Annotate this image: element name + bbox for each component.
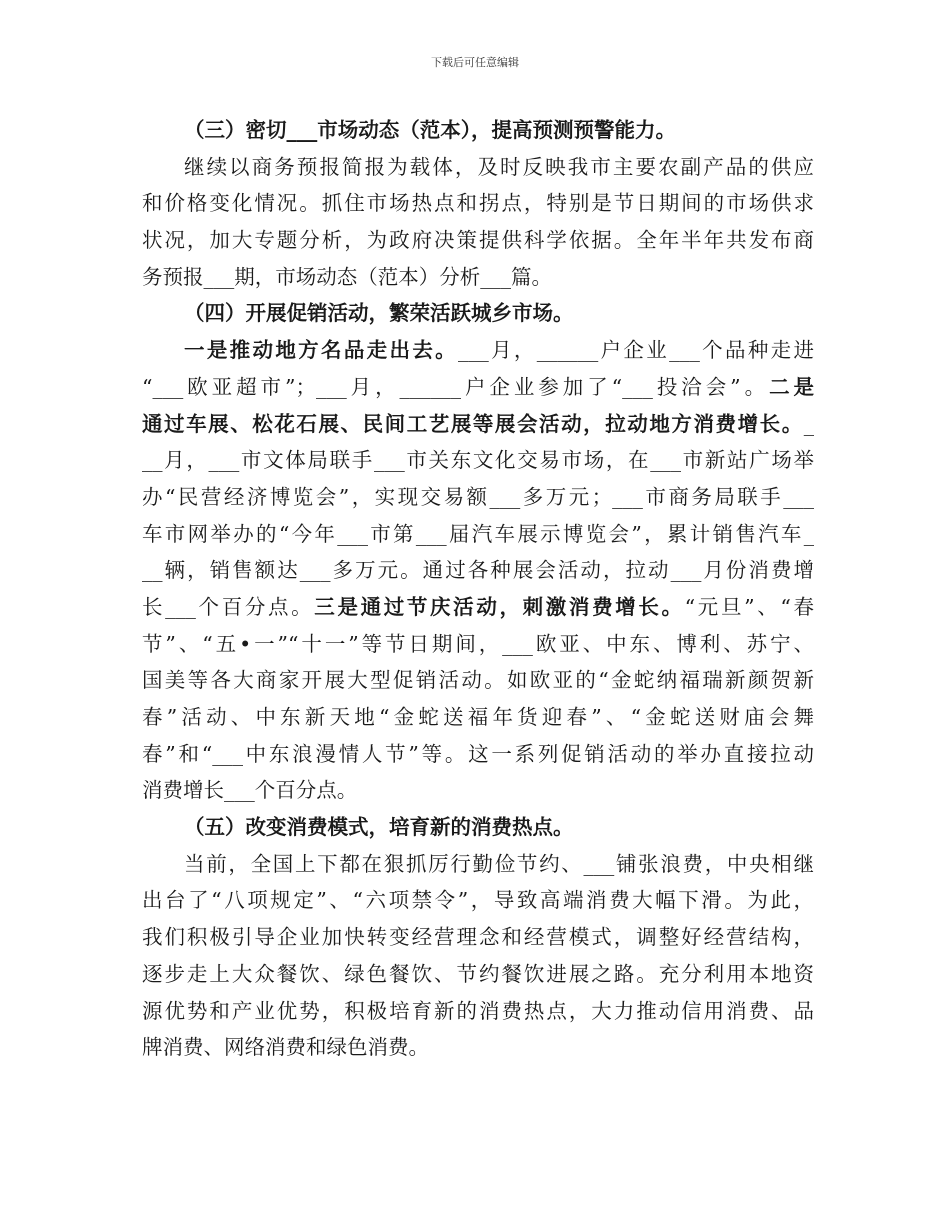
text-line <box>142 846 814 883</box>
text-run: 国美等各大商家开展大型促销活动。如欧亚的“金蛇纳福瑞新颜贺新 <box>142 668 814 693</box>
text-run: ___月，______户企业___个品种走进 <box>458 338 814 363</box>
text-run: 我们积极引导企业加快转变经营理念和经营模式，调整好经营结构， <box>142 925 814 950</box>
text-line <box>142 112 814 149</box>
text-run: 务预报___期，市场动态（范本）分析___篇。 <box>142 264 552 289</box>
bold-text-run: （四）开展促销活动，繁荣活跃城乡市场。 <box>184 301 574 326</box>
text-line <box>142 259 814 296</box>
text-line <box>142 406 814 443</box>
text-run: 消费增长___个百分点。 <box>142 778 358 803</box>
text-line <box>142 149 814 186</box>
text-line <box>142 956 814 993</box>
text-line <box>142 222 814 259</box>
text-run: 源优势和产业优势，积极培育新的消费热点，大力推动信用消费、品 <box>142 998 814 1023</box>
text-run: 春”活动、中东新天地“金蛇送福年货迎春”、“金蛇送财庙会舞 <box>142 705 814 729</box>
text-run: 车市网举办的“今年___市第___届汽车展示博览会”，累计销售汽车_ <box>142 521 814 546</box>
text-line <box>142 882 814 919</box>
text-line <box>142 589 814 626</box>
text-line <box>142 736 814 773</box>
text-run: “元旦”、“春 <box>684 594 815 619</box>
text-line <box>142 442 814 479</box>
text-line <box>142 809 814 846</box>
text-line <box>142 479 814 516</box>
text-line <box>142 919 814 956</box>
text-line <box>142 516 814 553</box>
text-run: 春”和“___中东浪漫情人节”等。这一系列促销活动的举办直接拉动 <box>142 741 814 766</box>
bold-text-run: 通过车展、松花石展、民间工艺展等展会活动，拉动地方消费增长。 <box>142 411 804 436</box>
text-run: 长___个百分点。 <box>142 594 315 619</box>
bold-text-run: 二是 <box>769 374 815 399</box>
text-run: “___欧亚超市”；___月，______户企业参加了“___投洽会”。 <box>142 374 770 399</box>
text-line <box>142 185 814 222</box>
text-line <box>142 772 814 809</box>
bold-text-run: （五）改变消费模式，培育新的消费热点。 <box>184 815 574 840</box>
document-body <box>142 112 814 1066</box>
text-run: 出台了“八项规定”、“六项禁令”，导致高端消费大幅下滑。为此， <box>142 888 814 913</box>
text-run: __月，___市文体局联手___市关东文化交易市场，在___市新站广场举 <box>142 448 814 473</box>
text-line <box>142 662 814 699</box>
text-run: 牌消费、网络消费和绿色消费。 <box>142 1035 429 1060</box>
bold-text-run: 一是推动地方名品走出去。 <box>184 338 458 363</box>
text-run: 继续以商务预报简报为载体，及时反映我市主要农副产品的供应 <box>184 154 814 179</box>
text-line <box>142 295 814 332</box>
text-run: 和价格变化情况。抓住市场热点和拐点，特别是节日期间的市场供求 <box>142 191 814 216</box>
text-line <box>142 993 814 1030</box>
bold-text-run: （三）密切___市场动态（范本），提高预测预警能力。 <box>184 118 676 142</box>
text-line <box>142 332 814 369</box>
page-header: 下载后可任意编辑 <box>431 56 519 69</box>
text-line <box>142 552 814 589</box>
text-run: 当前，全国上下都在狠抓厉行勤俭节约、___铺张浪费，中央相继 <box>184 851 814 876</box>
text-line <box>142 699 814 736</box>
bold-text-run: 三是通过节庆活动，刺激消费增长。 <box>314 594 685 619</box>
text-run: __辆，销售额达___多万元。通过各种展会活动，拉动___月份消费增 <box>142 558 814 583</box>
text-run: 状况，加大专题分析，为政府决策提供科学依据。全年半年共发布商 <box>142 228 814 253</box>
text-line <box>142 369 814 406</box>
text-run: 节”、“五•一”“十一”等节日期间，___欧亚、中东、博利、苏宁、 <box>142 631 814 656</box>
text-run: 逐步走上大众餐饮、绿色餐饮、节约餐饮进展之路。充分利用本地资 <box>142 961 814 986</box>
text-run: 办“民营经济博览会”，实现交易额___多万元；___市商务局联手___ <box>142 484 814 509</box>
text-line <box>142 1029 814 1066</box>
text-line <box>142 626 814 663</box>
text-run: _ <box>803 411 814 436</box>
